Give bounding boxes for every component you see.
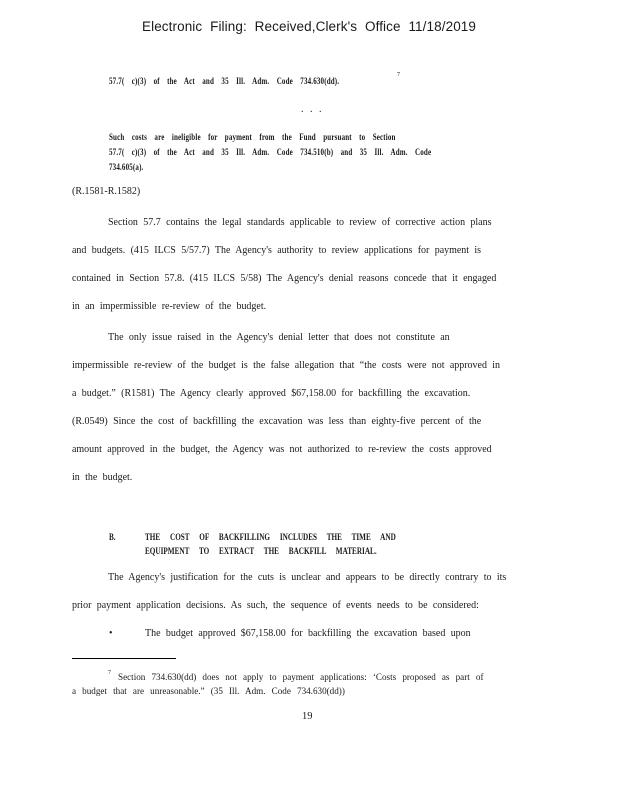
- block-quote-line: 57.7( c)(3) of the Act and 35 Ill. Adm. Code 734.630(dd).: [109, 76, 340, 86]
- block-quote-line: Such costs are ineligible for payment from the Fund pursuant to Section: [109, 132, 396, 142]
- paragraph-line: in the budget.: [72, 472, 133, 483]
- block-quote-line: 57.7( c)(3) of the Act and 35 Ill. Adm. Code 734.510(b) and 35 Ill. Adm. Code: [109, 147, 432, 157]
- paragraph-line: a budget.” (R1581) The Agency clearly approved $67,158.00 for backfilling the excavation.: [72, 388, 471, 399]
- paragraph-line: and budgets. (415 ILCS 5/57.7) The Agency's authority to review applications for payment is: [72, 245, 482, 256]
- paragraph-line: prior payment application decisions. As such, the sequence of events needs to be considered:: [72, 600, 479, 611]
- paragraph-line: (R.0549) Since the cost of backfilling the excavation was less than eighty-five percent of the: [72, 416, 482, 427]
- filing-header: Electronic Filing: Received,Clerk's Office 11/18/2019: [141, 19, 477, 34]
- paragraph-line: in an impermissible re-review of the budget.: [72, 301, 267, 312]
- record-citation: (R.1581-R.1582): [72, 186, 141, 197]
- bullet-text: The budget approved $67,158.00 for backfilling the excavation based upon: [145, 628, 471, 639]
- footnote-mark: 7: [108, 670, 111, 676]
- section-letter: B.: [109, 532, 116, 542]
- footnote-text: a budget that are unreasonable.” (35 Ill. Adm. Code 734.630(dd)): [72, 687, 345, 697]
- section-heading: EQUIPMENT TO EXTRACT THE BACKFILL MATERIAL.: [145, 546, 377, 556]
- ellipsis: . . .: [301, 104, 324, 115]
- page-number: 19: [302, 711, 313, 722]
- paragraph-line: amount approved in the budget, the Agency was not authorized to re-review the costs approved: [72, 444, 492, 455]
- paragraph-line: The Agency's justification for the cuts is unclear and appears to be directly contrary to its: [108, 572, 507, 583]
- paragraph-line: The only issue raised in the Agency's denial letter that does not constitute an: [108, 332, 450, 343]
- footnote-text: Section 734.630(dd) does not apply to payment applications: ‘Costs proposed as part of: [118, 673, 484, 683]
- paragraph-line: impermissible re-review of the budget is the false allegation that “the costs were not approved in: [72, 360, 501, 371]
- footnote-separator: [72, 658, 176, 659]
- section-heading: THE COST OF BACKFILLING INCLUDES THE TIME AND: [145, 532, 396, 542]
- footnote-reference: 7: [397, 72, 400, 78]
- bullet-marker: •: [109, 628, 113, 639]
- paragraph-line: Section 57.7 contains the legal standards applicable to review of corrective action plans: [108, 217, 492, 228]
- paragraph-line: contained in Section 57.8. (415 ILCS 5/58) The Agency's denial reasons concede that it engaged: [72, 273, 497, 284]
- block-quote-line: 734.605(a).: [109, 162, 144, 172]
